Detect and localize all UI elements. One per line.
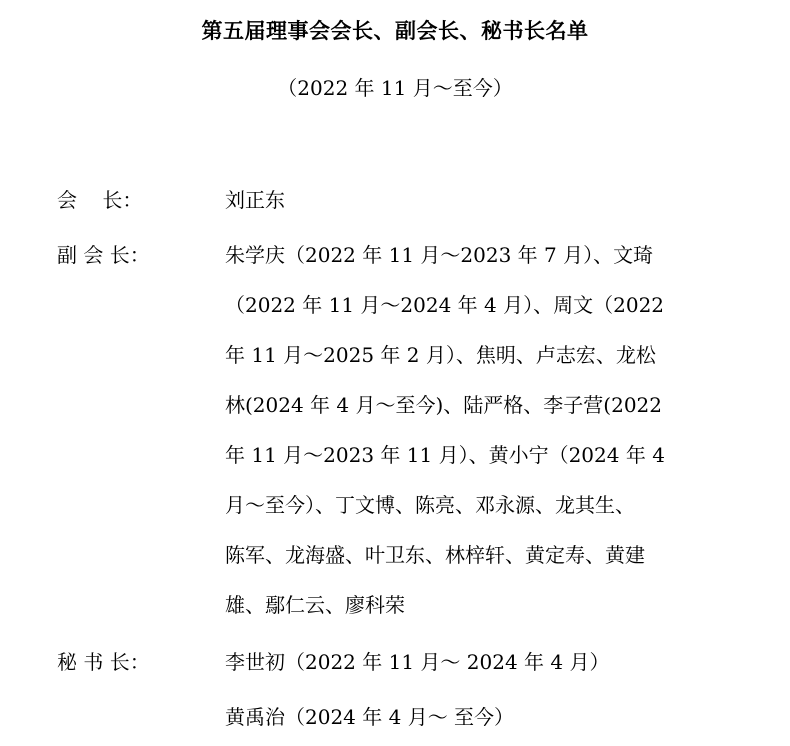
document-title: 第五届理事会会长、副会长、秘书长名单: [201, 18, 589, 43]
vice-president-line: 年 11 月～2023 年 11 月）、黄小宁（2024 年 4: [225, 443, 665, 467]
vice-president-line: 朱学庆（2022 年 11 月～2023 年 7 月）、文琦: [225, 243, 654, 267]
vice-president-line: 陈军、龙海盛、叶卫东、林梓轩、黄定寿、黄建: [225, 543, 645, 567]
document-subtitle: （2022 年 11 月～至今）: [277, 76, 513, 100]
secretary-general-label: 秘 书 长：: [57, 650, 150, 674]
vice-president-line: 年 11 月～2025 年 2 月）、焦明、卢志宏、龙松: [225, 343, 656, 367]
president-label: 会 长：: [57, 188, 143, 212]
president-name: 刘正东: [225, 188, 285, 212]
secretary-general-entry: 李世初（2022 年 11 月～ 2024 年 4 月）: [225, 650, 610, 674]
vice-president-label: 副 会 长：: [57, 243, 150, 267]
vice-president-line: 林(2024 年 4 月～至今)、陆严格、李子营(2022: [225, 393, 663, 417]
vice-president-line: 月～至今）、丁文博、陈亮、邓永源、龙其生、: [225, 493, 635, 517]
secretary-general-entry: 黄禹治（2024 年 4 月～ 至今）: [225, 705, 515, 729]
vice-president-line: （2022 年 11 月～2024 年 4 月）、周文（2022: [225, 293, 665, 317]
vice-president-line: 雄、鄢仁云、廖科荣: [225, 593, 405, 617]
